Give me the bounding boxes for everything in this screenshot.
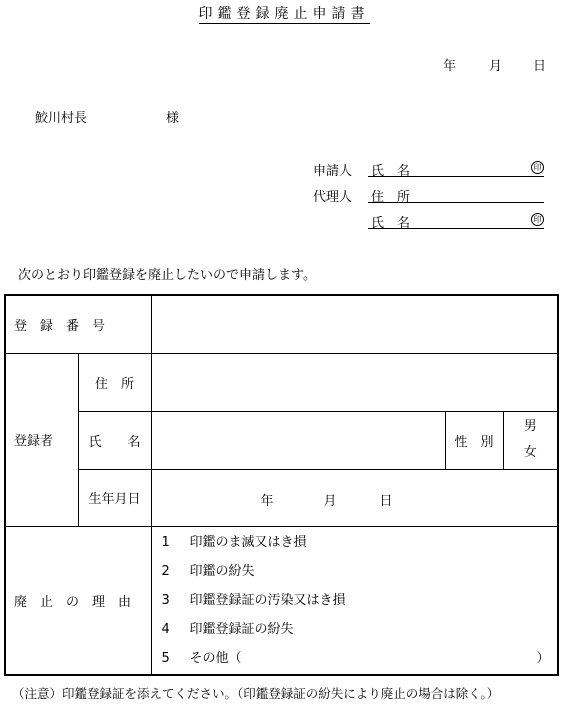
date-year-label: 年: [443, 59, 457, 74]
addressee-honorific: 様: [166, 111, 180, 126]
gender-male-option[interactable]: 男: [523, 419, 537, 434]
intro-text: 次のとおり印鑑登録を廃止したいので申請します。: [18, 268, 316, 283]
proxy-name-line: [368, 228, 544, 229]
registration-number-row: [5, 295, 558, 353]
reason-5-close-paren: ）: [536, 650, 550, 666]
reason-4-text: 印鑑登録証の紛失: [189, 621, 294, 637]
date-day-label: 日: [533, 59, 547, 74]
applicant-seal-mark: [531, 161, 544, 174]
registration-number-label: 登 録 番 号: [5, 295, 151, 353]
applicant-name-label: 氏 名: [371, 164, 411, 179]
registrant-name-row: [5, 411, 558, 469]
reason-1-text: 印鑑のま滅又はき損: [189, 534, 307, 550]
reason-option-2[interactable]: [152, 557, 558, 586]
reason-option-5[interactable]: [152, 644, 558, 673]
applicant-name-line: [368, 176, 544, 177]
birthdate-year-label: 年: [260, 493, 274, 509]
registrant-address-label: 住 所: [78, 353, 151, 411]
registrant-name-field[interactable]: [151, 411, 445, 469]
document-title: [0, 3, 568, 23]
document-title-text: 印鑑登録廃止申請書: [198, 6, 370, 22]
birthdate-day-label: 日: [379, 493, 393, 509]
proxy-name-label: 氏 名: [371, 216, 411, 231]
birthdate-label: 生年月日: [78, 469, 151, 526]
reason-3-text: 印鑑登録証の汚染又はき損: [189, 592, 346, 608]
reason-option-1[interactable]: [152, 528, 558, 557]
reason-3-number: 3: [161, 592, 170, 608]
registrant-birthdate-row: [5, 469, 558, 526]
proxy-label: 代理人: [313, 190, 353, 205]
registrant-address-row: [5, 353, 558, 411]
gender-options[interactable]: [503, 411, 558, 469]
registration-number-field[interactable]: [151, 295, 558, 353]
reason-1-number: 1: [161, 534, 170, 550]
gender-female-option[interactable]: 女: [523, 445, 537, 460]
applicant-label: 申請人: [313, 164, 353, 179]
birthdate-field[interactable]: [151, 469, 558, 526]
proxy-address-line: [368, 202, 544, 203]
proxy-address-label: 住 所: [371, 190, 411, 205]
gender-label: 性 別: [445, 411, 503, 469]
reason-5-text: その他（: [189, 650, 242, 666]
reason-4-number: 4: [161, 621, 170, 637]
reason-row: [5, 526, 558, 675]
date-month-label: 月: [489, 59, 503, 74]
reason-2-text: 印鑑の紛失: [189, 563, 255, 579]
registrant-label: 登録者: [5, 353, 78, 526]
reason-option-3[interactable]: [152, 586, 558, 615]
proxy-seal-mark: [531, 213, 544, 226]
birthdate-month-label: 月: [323, 493, 337, 509]
reason-5-number: 5: [161, 650, 170, 666]
registrant-address-field[interactable]: [151, 353, 558, 411]
application-form-table: [4, 294, 559, 676]
reason-options: [151, 526, 558, 675]
note-text: （注意）印鑑登録証を添えてください。（印鑑登録証の紛失により廃止の場合は除く。）: [12, 686, 500, 701]
reason-label: 廃 止 の 理 由: [5, 526, 151, 675]
reason-2-number: 2: [161, 563, 170, 579]
addressee-name: 鮫川村長: [35, 111, 88, 126]
reason-option-4[interactable]: [152, 615, 558, 644]
registrant-name-label: 氏 名: [78, 411, 151, 469]
